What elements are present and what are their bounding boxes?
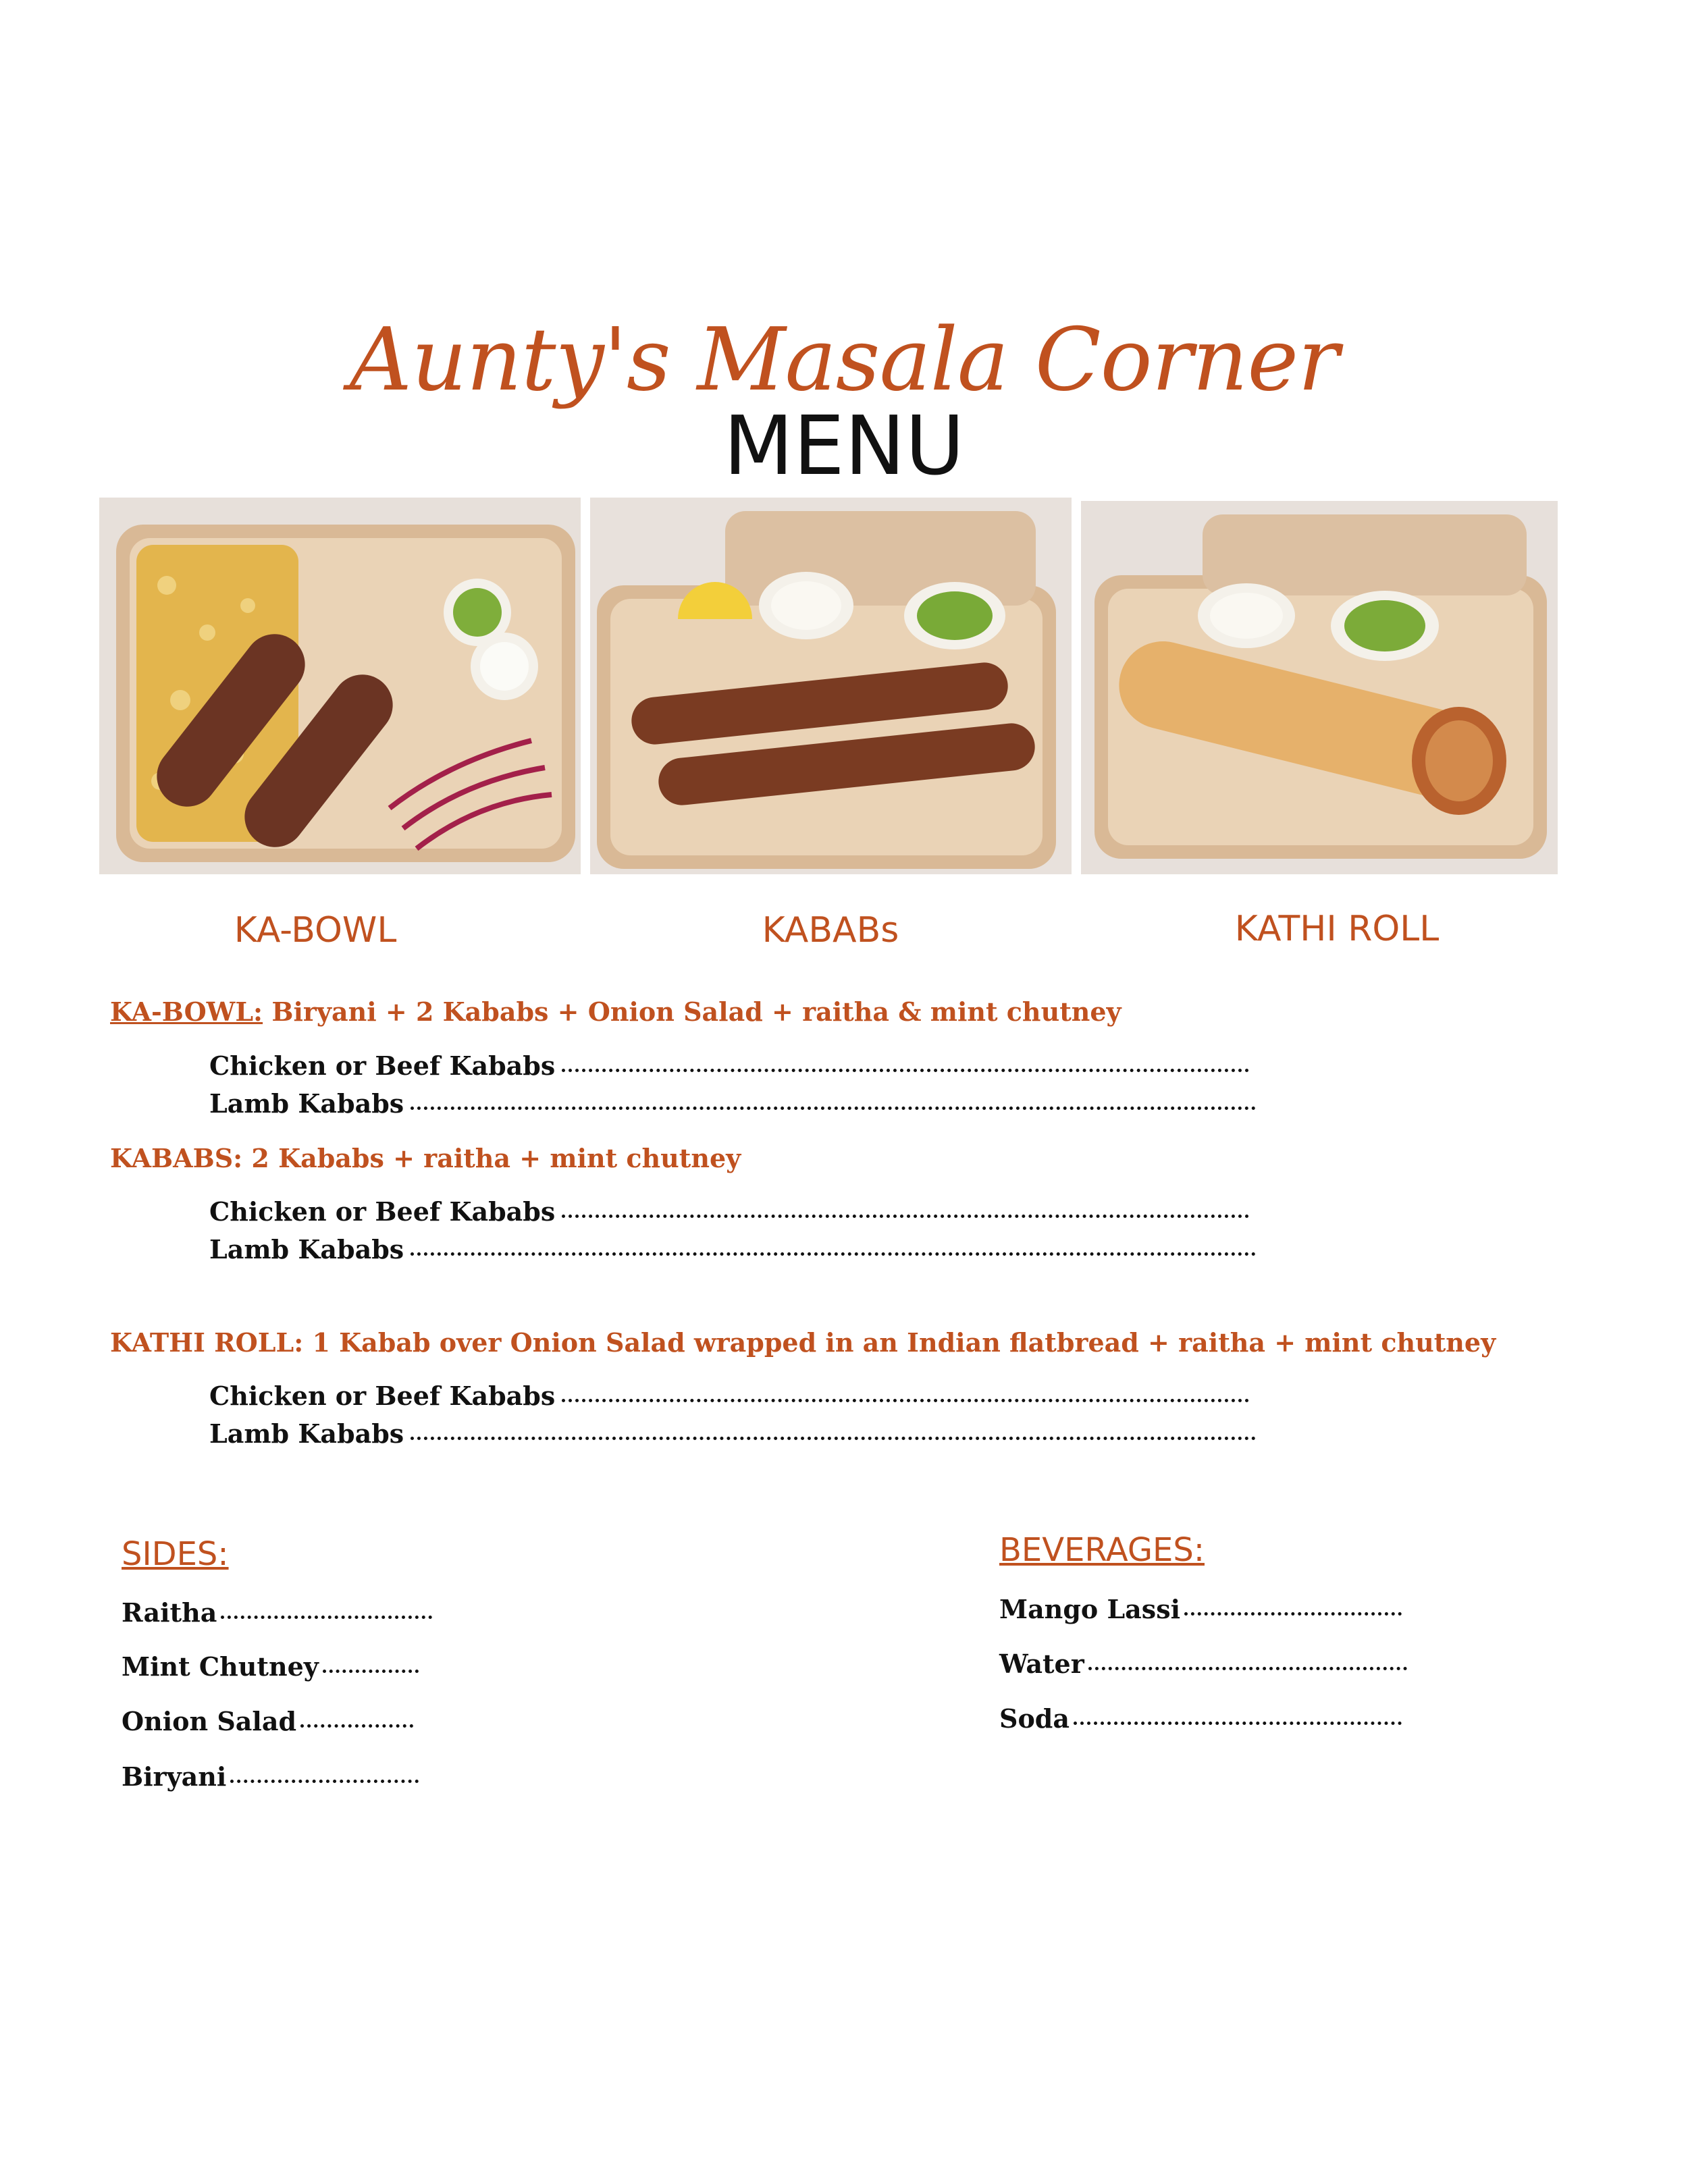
item-label: Water — [999, 1649, 1084, 1679]
section-description: 1 Kabab over Onion Salad wrapped in an Indian flatbread + raitha + mint chutney — [303, 1327, 1496, 1358]
side-item-biryani — [122, 1761, 419, 1792]
beverage-item-mango-lassi — [999, 1594, 1402, 1624]
menu-item-kababs-chicken-beef — [209, 1196, 1249, 1227]
item-label: Biryani — [122, 1761, 227, 1792]
section-description: Biryani + 2 Kababs + Onion Salad + raitha & mint chutney — [263, 996, 1122, 1027]
dot-leader — [323, 1670, 419, 1673]
dot-leader — [1088, 1667, 1407, 1670]
caption-kathi-roll: KATHI ROLL — [1234, 909, 1440, 949]
side-item-onion-salad — [122, 1706, 413, 1736]
item-label: Lamb Kababs — [209, 1088, 404, 1119]
item-label: Raitha — [122, 1597, 217, 1628]
menu-item-kathi-lamb — [209, 1418, 1256, 1449]
dot-leader — [411, 1107, 1256, 1110]
dot-leader — [230, 1780, 419, 1783]
dot-leader — [411, 1437, 1256, 1440]
menu-item-kathi-chicken-beef — [209, 1383, 1249, 1409]
item-label: Chicken or Beef Kababs — [209, 1196, 556, 1227]
menu-item-kabowl-chicken-beef — [209, 1050, 1249, 1081]
dot-leader — [562, 1069, 1249, 1072]
dot-leader — [1074, 1722, 1402, 1725]
menu-item-kababs-lamb — [209, 1234, 1256, 1264]
dot-leader — [562, 1215, 1249, 1218]
item-label: Chicken or Beef Kababs — [209, 1381, 556, 1411]
section-name: KABABS: — [110, 1143, 243, 1173]
dot-leader — [221, 1616, 432, 1619]
item-label: Chicken or Beef Kababs — [209, 1050, 556, 1081]
side-item-mint-chutney — [122, 1651, 419, 1682]
kabowl-photo — [99, 498, 581, 874]
menu-item-kabowl-lamb — [209, 1088, 1256, 1119]
caption-kabowl: KA-BOWL — [234, 910, 397, 951]
dot-leader — [411, 1252, 1256, 1256]
item-label: Mango Lassi — [999, 1594, 1181, 1624]
beverage-item-water — [999, 1651, 1407, 1677]
section-heading-kathi-roll — [110, 1327, 1496, 1358]
item-label: Lamb Kababs — [209, 1418, 404, 1449]
item-label: Lamb Kababs — [209, 1234, 404, 1264]
section-heading-kababs — [110, 1143, 741, 1173]
beverages-heading: BEVERAGES: — [999, 1531, 1205, 1569]
caption-kababs: KABABs — [762, 910, 899, 951]
side-item-raitha — [122, 1597, 432, 1628]
section-heading-kabowl — [110, 996, 1122, 1027]
menu-heading: MENU — [723, 400, 965, 494]
item-label: Soda — [999, 1703, 1070, 1734]
beverage-item-soda — [999, 1703, 1402, 1734]
item-label: Onion Salad — [122, 1706, 297, 1736]
dot-leader — [1184, 1612, 1402, 1616]
sides-heading: SIDES: — [122, 1535, 229, 1573]
section-name: KATHI ROLL: — [110, 1327, 304, 1358]
restaurant-title: Aunty's Masala Corner — [349, 310, 1339, 410]
section-description: 2 Kababs + raitha + mint chutney — [242, 1143, 741, 1173]
section-name: KA-BOWL: — [110, 996, 263, 1027]
kababs-photo — [590, 498, 1072, 874]
kathi-roll-photo — [1081, 501, 1558, 874]
dot-leader — [300, 1724, 413, 1728]
item-label: Mint Chutney — [122, 1651, 319, 1682]
dot-leader — [562, 1399, 1249, 1402]
